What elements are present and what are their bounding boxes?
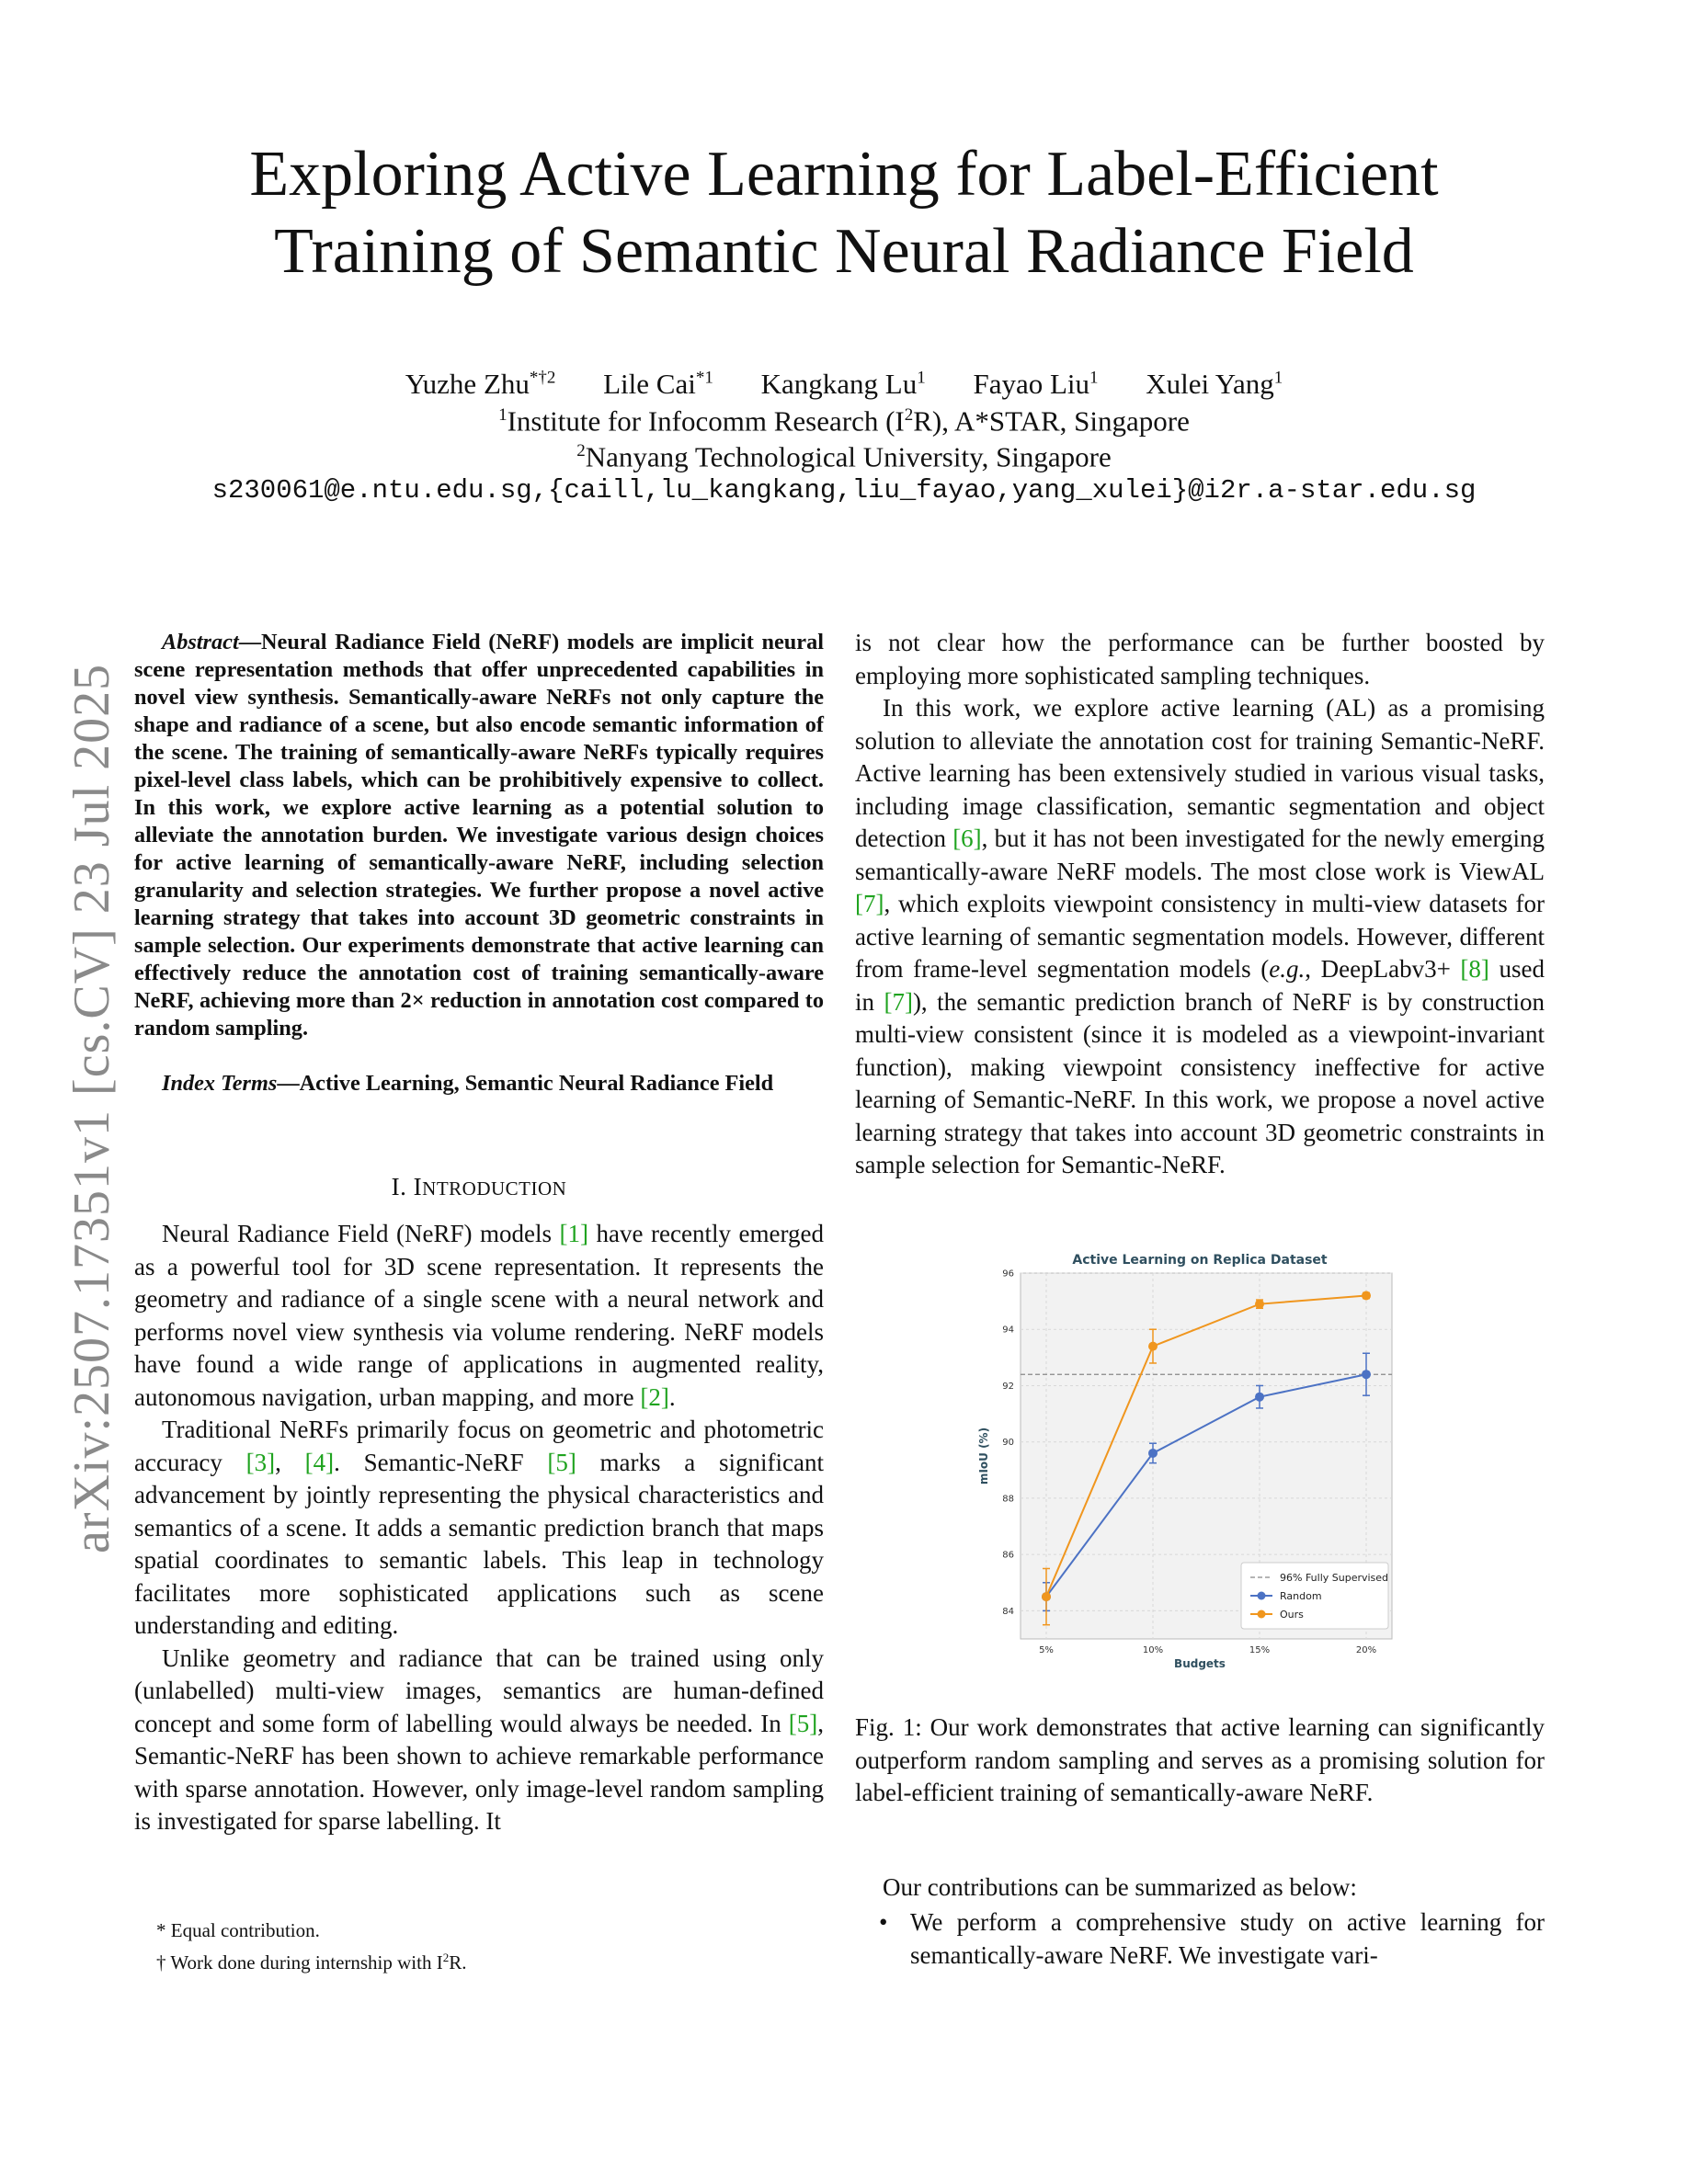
x-tick-label: 5% [1039, 1645, 1054, 1655]
citation-link[interactable]: [8] [1460, 955, 1489, 983]
y-tick-label: 96 [1002, 1268, 1014, 1280]
abstract [134, 629, 824, 1042]
data-point [1255, 1300, 1264, 1309]
author: Fayao Liu$^1$ [973, 368, 1099, 401]
citation-link[interactable]: [7] [884, 987, 913, 1016]
y-tick-label: 90 [1002, 1438, 1014, 1449]
citation-link[interactable]: [6] [952, 825, 982, 852]
y-tick-label: 84 [1002, 1606, 1014, 1617]
title-line-2: Training of Semantic Neural Radiance Field [274, 216, 1414, 287]
y-tick-label: 94 [1002, 1325, 1014, 1336]
index-terms-label: Index Terms [162, 1071, 278, 1096]
x-tick-label: 20% [1355, 1645, 1377, 1655]
citation-link[interactable]: [2] [640, 1382, 669, 1411]
line-chart [965, 1248, 1412, 1680]
data-point [1362, 1370, 1371, 1379]
footnote-internship: † Work done during internship with $I^2R$. [156, 1951, 467, 1974]
citation-link[interactable]: [1] [559, 1220, 589, 1247]
data-point [1362, 1291, 1371, 1300]
paragraph: is not clear how the performance can be further boosted by employing more sophisticated sampling techniques. [855, 629, 1545, 689]
figure-caption: Fig. 1: Our work demonstrates that active learning can significantly outperform random sampling and serves as a promising solution for label-efficient training of semantically-aware NeRF. [855, 1713, 1545, 1806]
author: Xulei Yang$^1$ [1146, 368, 1283, 401]
legend-marker-dot [1258, 1592, 1266, 1600]
abstract-label: Abstract [162, 630, 239, 654]
data-point [1148, 1342, 1158, 1351]
section-heading-introduction: I. INTRODUCTION [391, 1173, 567, 1200]
x-tick-labels [1039, 1645, 1376, 1655]
paragraph: Traditional NeRFs primarily focus on geometric and photometric accuracy [3], [4]. Semantic-NeRF [5] marks a significant advancement by jointly representing the physical characteristics and semantics of a scene. It adds a semantic prediction branch that maps spatial coordinates to semantic labels. This leap in technology facilitates more sophisticated applications such as scene understanding and editing. [134, 1416, 824, 1639]
legend-entry: 96% Fully Supervised [1280, 1572, 1389, 1584]
list-item-text: We perform a comprehensive study on active learning for semantically-aware NeRF. We investigate vari- [910, 1908, 1545, 1969]
list-item [855, 1906, 1545, 1972]
x-tick-label: 10% [1142, 1645, 1164, 1655]
x-tick-label: 15% [1249, 1645, 1271, 1655]
figure-1 [965, 1248, 1412, 1680]
citation-link[interactable]: [3] [245, 1448, 276, 1476]
chart-title: Active Learning on Replica Dataset [1072, 1253, 1328, 1268]
data-point [1042, 1592, 1051, 1601]
index-terms [134, 1070, 824, 1098]
chart-legend [1241, 1563, 1388, 1629]
y-tick-label: 88 [1002, 1494, 1014, 1505]
citation-link[interactable]: [4] [304, 1448, 335, 1476]
author-emails: s230061@e.ntu.edu.sg,{caill,lu_kangkang,liu_fayao,yang_xulei}@i2r.a-star.edu.sg [211, 475, 1477, 506]
footnote-equal-contribution: * Equal contribution. [156, 1919, 320, 1941]
affiliation-2: $^2$Nanyang Technological University, Singapore [576, 440, 1112, 473]
y-tick-label: 86 [1002, 1550, 1014, 1561]
data-point [1148, 1449, 1158, 1458]
right-column-text [855, 627, 1545, 1182]
citation-link[interactable]: [5] [547, 1448, 576, 1476]
title-line-1: Exploring Active Learning for Label-Efficient [249, 139, 1439, 210]
legend-entry: Ours [1280, 1609, 1304, 1621]
x-axis-label: Budgets [1174, 1657, 1226, 1670]
bullet-icon: • [879, 1908, 888, 1936]
y-tick-labels [1002, 1269, 1014, 1617]
author: Kangkang Lu$^1$ [760, 368, 926, 401]
citation-link[interactable]: [5] [788, 1709, 818, 1737]
y-tick-label: 92 [1002, 1381, 1014, 1392]
paper-title [0, 136, 1688, 290]
contributions-intro: Our contributions can be summarized as below: [883, 1873, 1357, 1901]
author: Yuzhe Zhu$^{*\dagger 2}$ [405, 368, 556, 401]
author: Lile Cai$^{*1}$ [603, 368, 713, 401]
paragraph: In this work, we explore active learning (AL) as a promising solution to alleviate the annotation cost for training Semantic-NeRF. Active learning has been extensively studied in various visual tasks, including image classification, semantic segmentation and object detection [6], but it has not been investigated for the newly emerging semantically-aware NeRF models. The most close work is ViewAL [7], which exploits viewpoint consistency in multi-view datasets for active learning of semantic segmentation models. However, different from frame-level segmentation models (e.g., DeepLabv3+ [8] used in [7]), the semantic prediction branch of NeRF is by construction multi-view consistent (since it is modeled as a viewpoint-invariant function), making viewpoint consistency ineffective for active learning of Semantic-NeRF. In this work, we propose a novel active learning strategy that takes into account 3D geometric constraints in sample selection for Semantic-NeRF. [855, 694, 1545, 1178]
arxiv-watermark: arXiv:2507.17351v1 [cs.CV] 23 Jul 2025 [63, 663, 120, 1553]
abstract-text: —Neural Radiance Field (NeRF) models are implicit neural scene representation methods that offer unprecedented capabilities in novel view synthesis. Semantically-aware NeRFs not only capture the shape and radiance of a scene, but also encode semantic information of the scene. The training of semantically-aware NeRFs typically requires pixel-level class labels, which can be prohibitively expensive to collect. In this work, we explore active learning as a potential solution to alleviate the annotation burden. We investigate various design choices for active learning of semantically-aware NeRF, including selection granularity and selection strategies. We further propose a novel active learning strategy that takes into account 3D geometric constraints in sample selection. Our experiments demonstrate that active learning can effectively reduce the annotation cost of training semantically-aware NeRF, achieving more than 2× reduction in annotation cost compared to random sampling. [134, 630, 824, 1041]
paragraph: Neural Radiance Field (NeRF) models [1] have recently emerged as a powerful tool for 3D scene representation. It represents the geometry and radiance of a single scene with a neural network and performs novel view synthesis via volume rendering. NeRF models have found a wide range of applications in augmented reality, autonomous navigation, urban mapping, and more [2]. [134, 1220, 824, 1411]
paragraph: Unlike geometry and radiance that can be trained using only (unlabelled) multi-view images, semantics are human-defined concept and some form of labelling would always be needed. In [5], Semantic-NeRF has been shown to achieve remarkable performance with sparse annotation. However, only image-level random sampling is investigated for sparse labelling. It [134, 1644, 824, 1835]
legend-entry: Random [1280, 1590, 1322, 1602]
intro-text [134, 1218, 824, 1838]
y-axis-label: mIoU (%) [977, 1427, 990, 1485]
legend-marker-dot [1258, 1610, 1266, 1619]
affiliation-1: $^1$Institute for Infocomm Research $(I^2R)$, A*STAR, Singapore [498, 404, 1190, 438]
citation-link[interactable]: [7] [855, 890, 884, 917]
footnotes [134, 1917, 824, 1976]
index-terms-text: —Active Learning, Semantic Neural Radiance Field [277, 1071, 774, 1096]
data-point [1255, 1393, 1264, 1402]
